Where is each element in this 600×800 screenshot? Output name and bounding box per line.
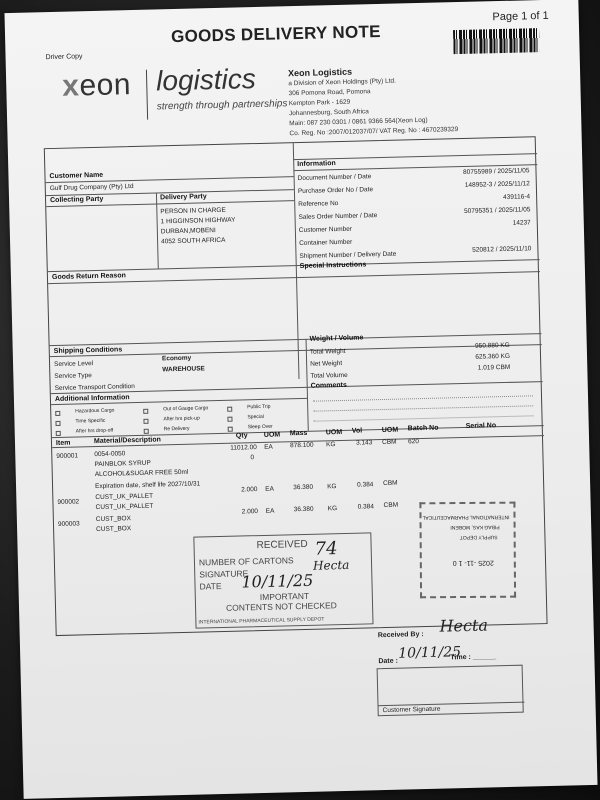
shipping-row-label: Service Type bbox=[54, 372, 92, 381]
hand-date: 10/11/25 bbox=[241, 570, 314, 592]
company-line: Johannesburg, South Africa bbox=[288, 108, 369, 118]
hand-signature: Hecta bbox=[312, 557, 350, 573]
after-hrs-dropoff-checkbox[interactable] bbox=[56, 431, 61, 436]
row-mass-uom: KG bbox=[327, 505, 338, 513]
info-value: 520812 / 2025/11/10 bbox=[472, 245, 532, 254]
received-by-label: Received By : bbox=[377, 631, 424, 640]
row-qty: 11012.00 bbox=[230, 444, 257, 452]
info-label: Reference No bbox=[298, 200, 339, 209]
special-checkbox[interactable] bbox=[227, 417, 232, 422]
shipping-row-value: Economy bbox=[161, 354, 192, 363]
info-value: 80755989 / 2025/11/05 bbox=[463, 167, 530, 176]
hand-date2: 10/11/25 bbox=[398, 644, 462, 662]
delivery-line: 4052 SOUTH AFRICA bbox=[161, 236, 226, 246]
sleep-over-checkbox[interactable] bbox=[228, 427, 233, 432]
delivery-party-label: Delivery Party bbox=[159, 193, 207, 202]
delivery-note-paper bbox=[4, 0, 597, 799]
info-value: 50795351 / 2025/11/05 bbox=[463, 206, 531, 215]
logo-eon: eon bbox=[79, 68, 132, 103]
company-line: 306 Pomona Road, Pomona bbox=[288, 88, 371, 98]
row-uom: EA bbox=[265, 507, 275, 515]
delivery-line: PERSON IN CHARGE bbox=[160, 206, 226, 216]
shipping-row-label: Service Transport Condition bbox=[54, 383, 135, 393]
hand-cartons: 74 bbox=[314, 538, 338, 560]
col-qty: Qty bbox=[235, 432, 248, 440]
company-line: Kempton Park - 1629 bbox=[288, 98, 351, 108]
delivery-line: DURBAN,MOBENI bbox=[160, 227, 216, 236]
stamp-footer: INTERNATIONAL PHARMACEUTICAL SUPPLY DEPOT bbox=[198, 616, 325, 626]
depot-stamp bbox=[419, 502, 516, 599]
company-name: Xeon Logistics bbox=[287, 66, 353, 79]
depot-stamp-line: SUPPLY DEPOT bbox=[459, 533, 498, 541]
stamp-not-checked: CONTENTS NOT CHECKED bbox=[225, 600, 337, 613]
stamp-important: IMPORTANT bbox=[259, 590, 310, 603]
option-label: After hrs drop-off bbox=[75, 427, 114, 435]
row-qty: 2.000 bbox=[241, 486, 258, 494]
logo bbox=[62, 68, 132, 104]
col-vol: Vol bbox=[351, 427, 363, 435]
row-mass: 878.100 bbox=[290, 441, 314, 450]
page-number: Page 1 of 1 bbox=[492, 9, 549, 24]
company-line: Main: 087 230 0301 / 0861 9366 564(Xeon Log) bbox=[289, 116, 428, 128]
info-label: Document Number / Date bbox=[297, 173, 372, 183]
option-label: After hrs pick-up bbox=[163, 415, 200, 423]
row-vol: 0.384 bbox=[357, 481, 374, 489]
logo-logistics: logistics bbox=[155, 63, 257, 97]
row-desc: CUST_BOX bbox=[96, 525, 132, 534]
stamp-title: RECEIVED bbox=[256, 538, 308, 552]
depot-stamp-date: 2025 -11- 1 0 bbox=[452, 558, 494, 567]
info-label: Customer Number bbox=[298, 225, 353, 235]
stamp-date-label: DATE bbox=[199, 580, 222, 592]
customer-name-label: Customer Name bbox=[49, 171, 104, 181]
info-label: Shipment Number / Delivery Date bbox=[299, 250, 397, 260]
logo-divider bbox=[146, 70, 148, 120]
time-label: Time : ______ bbox=[450, 653, 497, 662]
barcode bbox=[453, 28, 540, 54]
col-mass: Mass bbox=[289, 429, 308, 438]
depot-stamp-line: INTERNATIONAL PHARMACEUTICAL bbox=[422, 513, 510, 521]
row-desc: Expiration date, shelf life 2027/10/31 bbox=[94, 480, 201, 491]
weight-row-value: 1.019 CBM bbox=[477, 363, 511, 372]
option-label: Out of Gauge Cargo bbox=[163, 405, 209, 413]
logo-tagline: strength through partnerships bbox=[156, 98, 288, 113]
row-vol: 0.384 bbox=[357, 503, 375, 511]
row-item: 900002 bbox=[57, 498, 80, 506]
row-desc: PAINBLOK SYRUP bbox=[94, 459, 151, 469]
goods-return-label: Goods Return Reason bbox=[51, 272, 126, 282]
option-label: Public Trip bbox=[247, 403, 271, 411]
hand-received-by: Hecta bbox=[439, 615, 489, 636]
row-mass-uom: KG bbox=[326, 441, 336, 449]
row-extra: 0 bbox=[250, 454, 255, 462]
information-label: Information bbox=[297, 160, 336, 169]
public-trip-checkbox[interactable] bbox=[227, 407, 232, 412]
info-label: Sales Order Number / Date bbox=[298, 212, 378, 222]
info-label: Container Number bbox=[299, 238, 353, 247]
row-vol-uom: CBM bbox=[382, 438, 397, 447]
hazardous-checkbox[interactable] bbox=[55, 411, 60, 416]
row-item: 900001 bbox=[56, 452, 79, 460]
delivery-line: 1 HIGGINSON HIGHWAY bbox=[160, 216, 236, 226]
receipt-date-label: Date : bbox=[378, 657, 398, 666]
shipping-row-value: WAREHOUSE bbox=[162, 365, 205, 374]
info-value: 439116-4 bbox=[503, 193, 531, 202]
row-desc: CUST_UK_PALLET bbox=[95, 502, 154, 512]
customer-signature-box[interactable] bbox=[377, 665, 524, 717]
special-instructions-label: Special Instructions bbox=[299, 261, 367, 270]
collecting-party-label: Collecting Party bbox=[49, 195, 104, 205]
logo-x: x bbox=[61, 69, 80, 103]
col-batch: Batch No bbox=[407, 424, 439, 433]
weight-row-value: 950.880 KG bbox=[474, 341, 510, 350]
depot-stamp-line: PIBAG KAS, MOBENI bbox=[450, 523, 500, 531]
shipping-label: Shipping Conditions bbox=[53, 346, 123, 356]
info-value: 148952-3 / 2025/11/12 bbox=[464, 180, 530, 189]
row-mass-uom: KG bbox=[327, 483, 337, 491]
weight-row-label: Total Weight bbox=[309, 347, 346, 356]
row-material: 0054-0050 bbox=[94, 450, 126, 459]
option-label: Special bbox=[247, 413, 264, 421]
row-vol: 3.143 bbox=[356, 439, 373, 447]
option-label: Hazardous Cargo bbox=[75, 407, 115, 415]
info-value: 14237 bbox=[512, 219, 531, 227]
document-title: GOODS DELIVERY NOTE bbox=[170, 21, 382, 47]
info-label: Purchase Order No / Date bbox=[297, 186, 374, 196]
comments-label: Comments bbox=[310, 381, 347, 390]
shipping-row-label: Service Level bbox=[53, 360, 94, 369]
col-mass-uom: UOM bbox=[325, 429, 343, 437]
row-item: 900003 bbox=[57, 520, 80, 528]
option-label: Re Delivery bbox=[163, 425, 190, 433]
stamp-cartons-label: NUMBER OF CARTONS bbox=[198, 555, 294, 568]
out-of-gauge-checkbox[interactable] bbox=[143, 409, 148, 414]
weight-row-value: 625.360 KG bbox=[475, 352, 511, 361]
driver-copy-label: Driver Copy bbox=[45, 53, 83, 62]
received-stamp bbox=[193, 532, 373, 628]
option-label: Sleep Over bbox=[247, 423, 273, 431]
row-qty: 2.000 bbox=[241, 508, 259, 516]
weight-row-label: Net Weight bbox=[310, 359, 343, 368]
row-batch: 620 bbox=[407, 438, 420, 446]
col-serial: Serial No bbox=[465, 422, 497, 430]
row-uom: EA bbox=[264, 443, 273, 451]
weight-row-label: Total Volume bbox=[310, 371, 348, 380]
customer-name: Gulf Drug Company (Pty) Ltd bbox=[49, 183, 134, 193]
col-uom: UOM bbox=[263, 431, 281, 439]
row-desc: ALCOHOL&SUGAR FREE 50ml bbox=[94, 468, 189, 479]
option-label: Time Specific bbox=[75, 417, 106, 425]
row-material: CUST_UK_PALLET bbox=[95, 492, 154, 502]
col-vol-uom: UOM bbox=[381, 426, 399, 435]
company-line: a Division of Xeon Holdings (Pty) Ltd. bbox=[288, 77, 397, 88]
col-item: Item bbox=[55, 439, 71, 447]
row-mass: 36.380 bbox=[293, 505, 314, 514]
row-mass: 36.380 bbox=[293, 483, 314, 492]
row-uom: EA bbox=[265, 485, 274, 493]
stamp-signature-label: SIGNATURE bbox=[199, 568, 249, 580]
time-specific-checkbox[interactable] bbox=[55, 421, 60, 426]
additional-info-label: Additional Information bbox=[54, 394, 130, 404]
after-hrs-pickup-checkbox[interactable] bbox=[143, 419, 148, 424]
row-vol-uom: CBM bbox=[383, 479, 398, 488]
row-vol-uom: CBM bbox=[383, 501, 399, 510]
customer-signature-label: Customer Signature bbox=[382, 705, 441, 715]
col-material: Material/Description bbox=[93, 436, 161, 446]
weight-label: Weight / Volume bbox=[309, 334, 364, 343]
company-line: Co. Reg. No :2007/012037/07/ VAT Reg. No : 4670239329 bbox=[289, 126, 459, 138]
row-material: CUST_BOX bbox=[95, 515, 132, 524]
re-delivery-checkbox[interactable] bbox=[144, 429, 149, 434]
